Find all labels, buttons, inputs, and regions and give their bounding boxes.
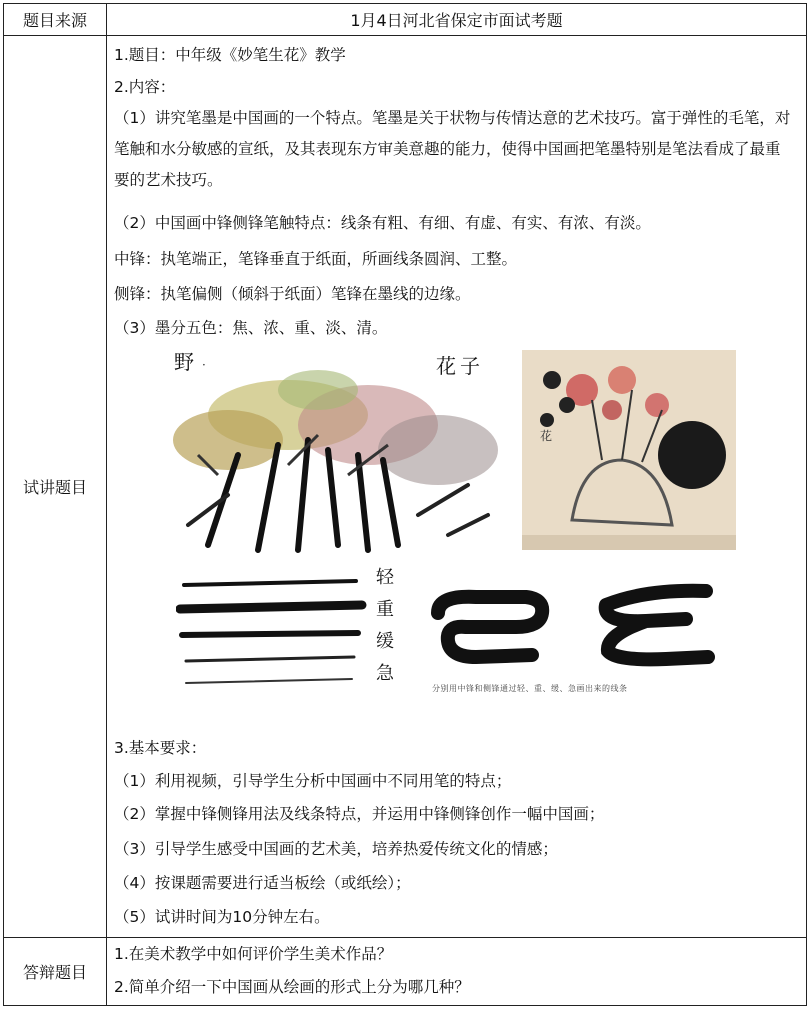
section-divider [3,937,807,938]
content-paragraph-1: （1）讲究笔墨是中国画的一个特点。笔墨是关于状物与传情达意的艺术技巧。富于弹性的毛笔，对笔触和水分敏感的宣纸，及其表现东方审美意趣的能力，使得中国画把笔墨特别是笔法看成了最重要的艺术技巧。 [114,109,791,189]
svg-text:子: 子 [460,354,480,378]
image-caption: 分别用中锋和侧锋通过轻、重、缓、急画出来的线条 [432,684,628,693]
requirement-item-3: （3）引导学生感受中国画的艺术美，培养热爱传统文化的情感； [114,840,558,858]
header-divider [3,35,807,36]
content-paragraph-4: 侧锋：执笔偏侧（倾斜于纸面）笔锋在墨线的边缘。 [114,285,471,303]
svg-text:急: 急 [376,663,394,684]
requirement-item-5: （5）试讲时间为10分钟左右。 [114,908,330,926]
table-border-right [806,3,807,1006]
header-source-value: 1月4日河北省保定市面试考题 [350,11,563,30]
content-heading: 2.内容： [114,78,176,96]
table-border-bottom [3,1005,807,1006]
column-divider [106,3,107,1006]
content-paragraph-2: （2）中国画中锋侧锋笔触特点：线条有粗、有细、有虚、有实、有浓、有淡。 [114,214,651,232]
requirements-heading: 3.基本要求： [114,739,207,757]
svg-text:野: 野 [174,350,194,374]
svg-text:花: 花 [436,354,456,378]
svg-text:花: 花 [540,429,553,443]
requirement-item-2: （2）掌握中锋侧锋用法及线条特点，并运用中锋侧锋创作一幅中国画； [114,805,605,823]
svg-text:缓: 缓 [376,631,394,652]
defense-question-2: 2.简单介绍一下中国画从绘画的形式上分为哪几种？ [114,978,470,996]
header-source-label: 题目来源 [22,11,87,30]
trial-title: 1.题目：中年级《妙笔生花》教学 [114,46,346,64]
defense-question-1: 1.在美术教学中如何评价学生美术作品？ [114,945,393,963]
brush-stroke-diagram [176,565,736,687]
svg-text:·: · [202,358,206,372]
row-label-trial: 试讲题目 [22,478,87,497]
content-paragraph-3: 中锋：执笔端正，笔锋垂直于纸面，所画线条圆润、工整。 [114,250,518,268]
ink-painting-tree [168,345,514,555]
svg-text:轻: 轻 [376,567,394,588]
svg-text:重: 重 [376,599,394,620]
row-label-defense: 答辩题目 [22,963,87,982]
requirement-item-1: （1）利用视频，引导学生分析中国画中不同用笔的特点； [114,772,512,790]
ink-painting-flowers [522,350,736,550]
requirement-item-4: （4）按课题需要进行适当板绘（或纸绘）； [114,874,411,892]
content-paragraph-5: （3）墨分五色：焦、浓、重、淡、清。 [114,319,388,337]
